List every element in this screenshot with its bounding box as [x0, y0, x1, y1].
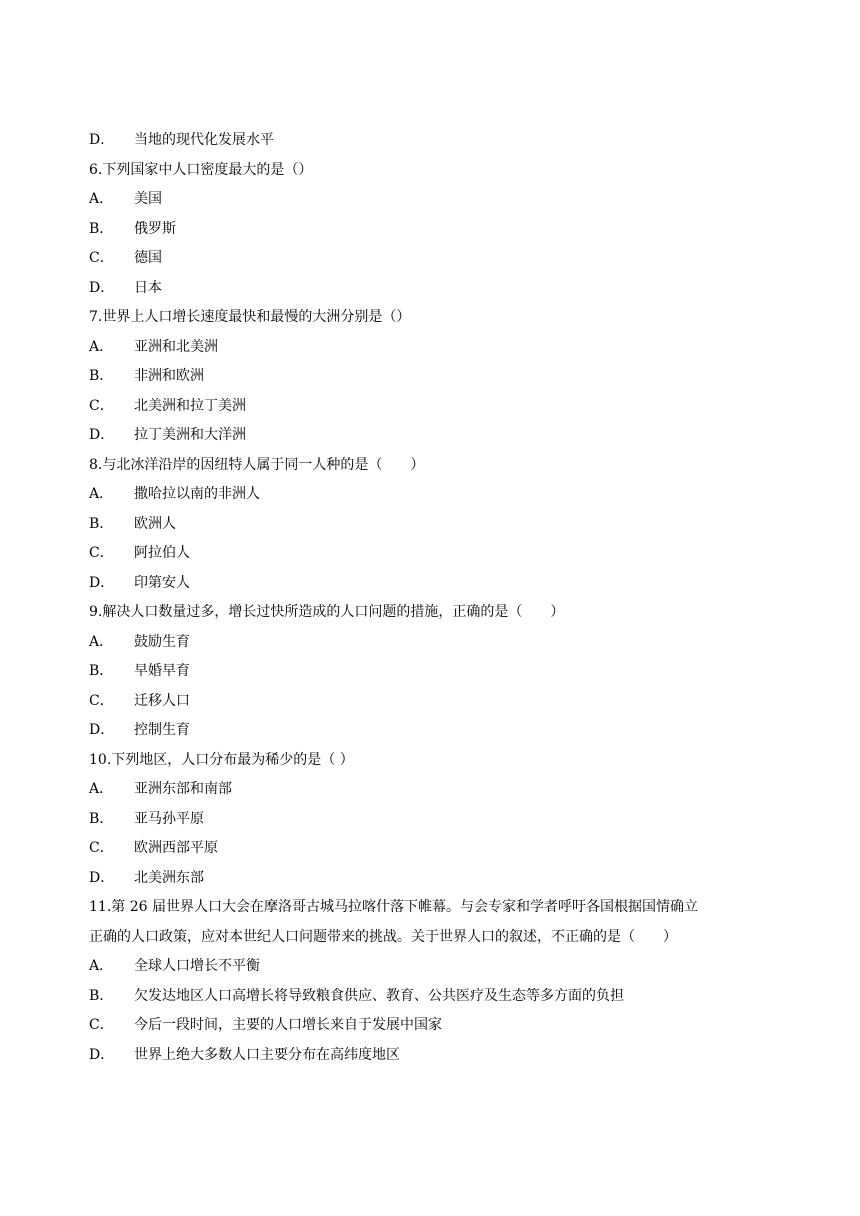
option-line — [89, 421, 769, 451]
option-letter: A． — [89, 781, 114, 797]
option-text: 亚马孙平原 — [134, 810, 204, 827]
option-letter: B． — [89, 987, 114, 1004]
option-line — [89, 362, 769, 392]
option-letter: A． — [89, 958, 114, 974]
option-line — [89, 687, 769, 717]
option-letter: B． — [89, 368, 114, 384]
option-text: 欧洲人 — [134, 515, 176, 532]
question-line: 9.解决人口数量过多，增长过快所造成的人口问题的措施，正确的是（ ） — [89, 604, 565, 620]
option-text: 印第安人 — [134, 574, 190, 591]
option-line — [89, 274, 769, 304]
option-text: 控制生育 — [134, 722, 190, 738]
question-content — [89, 126, 769, 1070]
question-line-continued: 正确的人口政策，应对本世纪人口问题带来的挑战。关于世界人口的叙述，不正确的是（ ） — [89, 928, 677, 945]
option-line — [89, 834, 769, 864]
option-line — [89, 716, 769, 746]
option-text: 亚洲和北美洲 — [134, 338, 218, 355]
option-letter: B． — [89, 810, 114, 827]
option-letter: C． — [89, 397, 114, 414]
option-text: 北美洲东部 — [134, 869, 204, 886]
option-line — [89, 185, 769, 215]
option-text: 亚洲东部和南部 — [134, 781, 232, 797]
option-letter: C． — [89, 545, 114, 561]
option-letter: B． — [89, 220, 114, 237]
question-line: 7.世界上人口增长速度最快和最慢的大洲分别是（） — [89, 309, 411, 325]
option-letter: D． — [89, 869, 115, 886]
option-line — [89, 126, 769, 156]
question-line: 10.下列地区，人口分布最为稀少的是（ ） — [89, 751, 354, 768]
option-text: 欠发达地区人口高增长将导致粮食供应、教育、公共医疗及生态等多方面的负担 — [134, 987, 624, 1004]
option-line — [89, 657, 769, 687]
option-text: 世界上绝大多数人口主要分布在高纬度地区 — [134, 1046, 400, 1063]
option-letter: A． — [89, 486, 114, 502]
question-line: 11.第 26 届世界人口大会在摩洛哥古城马拉喀什落下帷幕。与会专家和学者呼吁各国根据国情确立 — [89, 899, 698, 915]
option-letter: C． — [89, 840, 114, 856]
option-text: 欧洲西部平原 — [134, 840, 218, 856]
option-text: 拉丁美洲和大洋洲 — [134, 427, 246, 443]
question-line: 8.与北冰洋沿岸的因纽特人属于同一人种的是（ ） — [89, 456, 425, 473]
option-line — [89, 628, 769, 658]
option-letter: A． — [89, 191, 114, 207]
option-line — [89, 333, 769, 363]
option-line — [89, 215, 769, 245]
option-text: 早婚早育 — [134, 663, 190, 679]
option-line — [89, 864, 769, 894]
option-line — [89, 569, 769, 599]
option-line — [89, 1011, 769, 1041]
option-text: 鼓励生育 — [134, 633, 190, 650]
option-text: 阿拉伯人 — [134, 545, 190, 561]
option-line — [89, 952, 769, 982]
option-line — [89, 1041, 769, 1071]
option-text: 俄罗斯 — [134, 220, 176, 237]
option-letter: C． — [89, 250, 114, 266]
option-text: 当地的现代化发展水平 — [134, 132, 274, 148]
option-line — [89, 392, 769, 422]
option-letter: A． — [89, 338, 114, 355]
option-line — [89, 244, 769, 274]
option-text: 美国 — [134, 191, 162, 207]
option-letter: A． — [89, 633, 114, 650]
option-line — [89, 480, 769, 510]
option-letter: B． — [89, 515, 114, 532]
option-line — [89, 775, 769, 805]
option-text: 日本 — [134, 279, 162, 296]
question-line: 6.下列国家中人口密度最大的是（） — [89, 161, 313, 178]
option-text: 迁移人口 — [134, 692, 190, 709]
option-text: 撒哈拉以南的非洲人 — [134, 486, 260, 502]
option-line — [89, 805, 769, 835]
option-letter: D． — [89, 722, 115, 738]
option-letter: D． — [89, 574, 115, 591]
option-letter: D． — [89, 427, 115, 443]
option-text: 今后一段时间，主要的人口增长来自于发展中国家 — [134, 1017, 442, 1033]
option-letter: B． — [89, 663, 114, 679]
option-line — [89, 539, 769, 569]
option-line — [89, 982, 769, 1012]
option-text: 德国 — [134, 250, 162, 266]
option-text: 北美洲和拉丁美洲 — [134, 397, 246, 414]
option-letter: C． — [89, 692, 114, 709]
option-letter: D． — [89, 132, 115, 148]
option-text: 全球人口增长不平衡 — [134, 958, 260, 974]
option-letter: D． — [89, 279, 115, 296]
option-letter: C． — [89, 1017, 114, 1033]
option-text: 非洲和欧洲 — [134, 368, 204, 384]
option-letter: D． — [89, 1046, 115, 1063]
option-line — [89, 510, 769, 540]
